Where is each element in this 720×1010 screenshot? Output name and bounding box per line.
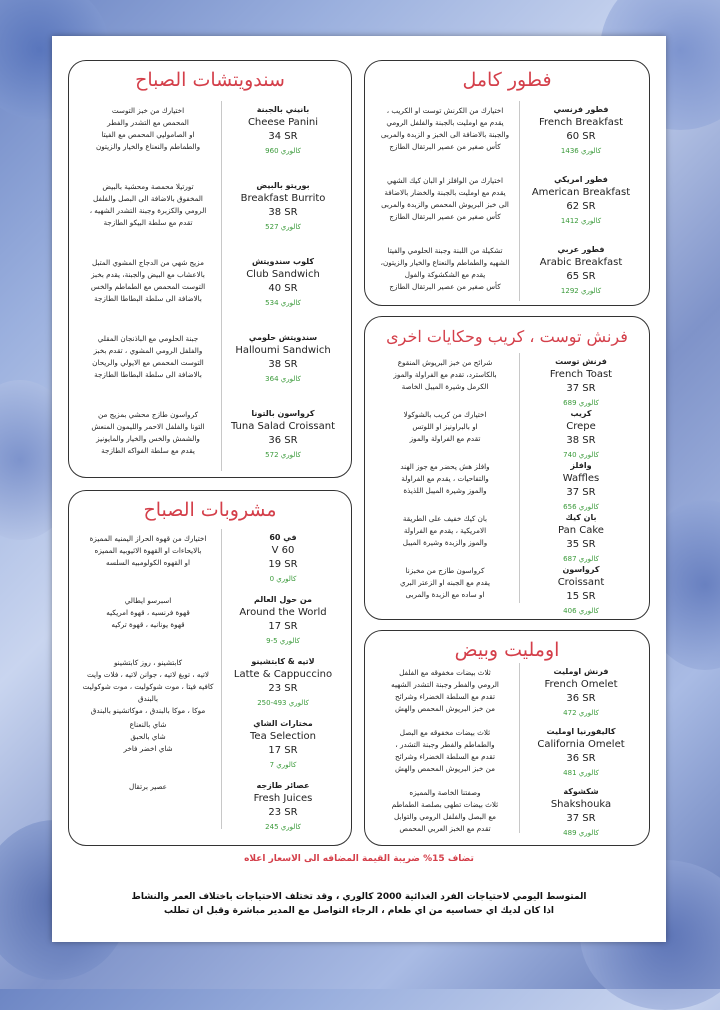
calorie-note: المتوسط اليومي لاحتياجات الفرد الغذائية 2000 كالوري ، وقد تختلف الاحتياجات باختلاف العمر والنشاط xyxy=(131,892,587,902)
description-line: اختيارك من قهوة الحراز اليمنيه المميزة xyxy=(89,534,207,543)
description-line: ثلاث بيضات تطهى بصلصة الطماطم xyxy=(391,800,499,809)
item-calories: كالوري 527 xyxy=(265,223,301,231)
description-line: وافلز هش يحضر مع جوز الهند xyxy=(400,462,490,471)
column-divider xyxy=(221,529,222,829)
menu-item xyxy=(69,719,351,789)
description-line: والطماطم والفطر وجبنة التشدر ، xyxy=(395,740,495,749)
description-line: كأس صغير من عصير البرتقال الطازج xyxy=(389,282,501,291)
item-description xyxy=(79,409,217,457)
item-english-name: Tea Selection xyxy=(250,731,316,742)
description-line: او القهوه الكولومبيه السلسه xyxy=(106,558,190,567)
section-omelette-eggs xyxy=(364,630,650,846)
item-description xyxy=(375,513,515,549)
menu-item xyxy=(69,105,351,175)
section-french-toast xyxy=(364,316,650,620)
description-line: كأس صغير من عصير البرتقال الطازج xyxy=(389,142,501,151)
column-divider xyxy=(221,101,222,471)
description-line: بالاعشاب مع البيض والجبنة، يقدم بخبز xyxy=(91,270,205,279)
item-english-name: French Omelet xyxy=(544,679,618,690)
item-price: 36 SR xyxy=(566,693,596,704)
item-arabic-name: كاليفورنيا اومليت xyxy=(546,727,616,736)
item-description xyxy=(375,409,515,445)
description-line: لاتيه ، توبغ لاتيه ، جوانن لاتيه ، فلات وايت xyxy=(86,670,210,679)
item-arabic-name: وافلز xyxy=(570,461,592,470)
menu-item xyxy=(365,245,649,315)
item-arabic-name: فرنش توست xyxy=(555,357,607,366)
item-price: 36 SR xyxy=(268,435,298,446)
item-english-name: French Toast xyxy=(549,369,613,380)
description-line: المحمص مع التشدر والفطر xyxy=(107,118,189,127)
item-english-name: American Breakfast xyxy=(531,187,631,198)
description-line: التوست المحمص مع الايولي والريحان xyxy=(92,358,204,367)
description-line: وصفتنا الخاصة والمميزه xyxy=(409,788,481,797)
menu-item xyxy=(365,787,649,857)
item-description xyxy=(375,461,515,497)
item-calories: كالوري 364 xyxy=(265,375,301,383)
description-line: الامريكية ، يقدم مع الفراولة xyxy=(403,526,487,535)
item-price: 17 SR xyxy=(268,621,298,632)
item-arabic-name: كرواسون بالتونا xyxy=(251,409,315,418)
item-calories: كالوري 687 xyxy=(563,555,599,563)
item-english-name: Pan Cake xyxy=(558,525,604,536)
item-calories: كالوري 481 xyxy=(563,769,599,777)
item-price: 37 SR xyxy=(566,487,596,498)
description-line: اختيارك من كريب بالشوكولا xyxy=(403,410,487,419)
item-english-name: Croissant xyxy=(557,577,605,588)
description-line: الى خبز البريوش المحمص والزبدة والمربى xyxy=(381,200,509,209)
item-description xyxy=(375,667,515,715)
column-divider xyxy=(519,353,520,603)
item-arabic-name: من حول العالم xyxy=(254,595,312,604)
item-arabic-name: مختارات الشاي xyxy=(253,719,313,728)
item-english-name: Fresh Juices xyxy=(253,793,313,804)
description-line: الكرمل وشيرة الميبل الخاصة xyxy=(401,382,489,391)
menu-item xyxy=(69,409,351,479)
item-english-name: Around the World xyxy=(239,607,327,618)
item-english-name: Arabic Breakfast xyxy=(539,257,623,268)
item-calories: كالوري 1292 xyxy=(560,287,602,295)
description-line: يقدم مع الشكشوكة والفول xyxy=(404,270,486,279)
description-line: بان كيك خفيف على الطريقة xyxy=(402,514,488,523)
item-english-name: Waffles xyxy=(562,473,600,484)
item-english-name: Cheese Panini xyxy=(247,117,319,128)
item-calories: كالوري 406 xyxy=(563,607,599,615)
description-line: يقدم مع اومليت بالجبنة والفلفل الرومي xyxy=(386,118,504,127)
description-line: الرومي والكزبرة وجبنة التشدر الشهيه ، xyxy=(89,206,207,215)
item-english-name: French Breakfast xyxy=(538,117,624,128)
item-calories: كالوري 493-250 xyxy=(257,699,309,707)
menu-item xyxy=(69,257,351,327)
item-calories: كالوري 960 xyxy=(265,147,301,155)
description-line: الشهيه والطماطم والنعناع والخيار والزيتون، xyxy=(380,258,510,267)
item-calories: كالوري 5-9 xyxy=(266,637,300,645)
item-description xyxy=(79,181,217,229)
description-line: عصير برتقال xyxy=(129,782,167,791)
description-line: يقدم مع سلطة الفواكه الطازجة xyxy=(101,446,195,455)
item-arabic-name: فطور فرنسي xyxy=(553,105,609,114)
item-calories: كالوري 245 xyxy=(265,823,301,831)
item-arabic-name: كلوب سندويتش xyxy=(251,257,315,266)
item-price: 36 SR xyxy=(566,753,596,764)
column-divider xyxy=(519,663,520,833)
item-description xyxy=(375,727,515,775)
item-description xyxy=(375,787,515,835)
item-price: 17 SR xyxy=(268,745,298,756)
description-line: اختيارك من خبز التوست xyxy=(111,106,185,115)
menu-item xyxy=(365,565,649,635)
description-line: والشمش والخس والخيار والمايونيز xyxy=(96,434,200,443)
item-description xyxy=(79,595,217,631)
item-price: 37 SR xyxy=(566,383,596,394)
item-description xyxy=(375,105,515,153)
description-line: بالكاسترد، تقدم مع الفراولة والموز xyxy=(393,370,497,379)
description-line: يقدم مع اومليت بالجبنة والخضار بالاضافة xyxy=(384,188,506,197)
menu-sheet xyxy=(52,36,666,942)
item-english-name: Breakfast Burrito xyxy=(240,193,326,204)
description-line: جبنة الحلومي مع الباذنجان المقلي xyxy=(97,334,199,343)
description-line: من خبز البريوش المحمص والهش xyxy=(395,764,495,773)
allergy-note: اذا كان لديك اي حساسيه من اي طعام ، الرجاء التواصل مع المدير مباشرة وقبل ان تطلب xyxy=(163,906,555,916)
description-line: ثلاث بيضات مخفوقه مع الفلفل xyxy=(399,668,491,677)
description-line: اختيارك من الكرنش توست او الكريب ، xyxy=(386,106,504,115)
item-price: 23 SR xyxy=(268,683,298,694)
description-line: والتفاحيات ، يقدم مع الفراولة xyxy=(401,474,489,483)
item-price: 34 SR xyxy=(268,131,298,142)
item-english-name: Crepe xyxy=(566,421,596,432)
description-line: والفلفل الرومي المشوي ، تقدم بخبز xyxy=(93,346,203,355)
description-line: بالايحاءات او القهوة الاثيوبيه المميزه xyxy=(94,546,202,555)
description-line: الرومي والفطر وجبنة التشدر الشهيه xyxy=(391,680,499,689)
item-description xyxy=(79,105,217,153)
item-description xyxy=(79,533,217,569)
item-english-name: Shakshouka xyxy=(550,799,612,810)
item-arabic-name: شكشوكة xyxy=(563,787,599,796)
item-english-name: California Omelet xyxy=(537,739,625,750)
item-arabic-name: في 60 xyxy=(269,533,297,542)
description-line: تقدم مع سلطة البيكو الطازجة xyxy=(103,218,193,227)
description-line: مزيج شهي من الدجاج المشوي المتبل xyxy=(92,258,204,267)
description-line: المخفوق بالاضافة الى البصل والفلفل xyxy=(93,194,203,203)
menu-item xyxy=(69,333,351,403)
menu-item xyxy=(69,181,351,251)
section-title: اومليت وبيض xyxy=(454,639,560,661)
item-description xyxy=(79,781,217,793)
description-line: او بالبراونيز او اللوتس xyxy=(412,422,478,431)
description-line: كأس صغير من عصير البرتقال الطازج xyxy=(389,212,501,221)
item-description xyxy=(375,565,515,601)
item-calories: كالوري 7 xyxy=(269,761,297,769)
menu-item xyxy=(69,533,351,603)
column-divider xyxy=(519,101,520,301)
item-english-name: Club Sandwich xyxy=(246,269,320,280)
item-price: 35 SR xyxy=(566,539,596,550)
item-description xyxy=(79,333,217,381)
description-line: قهوة يونانيه ، قهوة تركيه xyxy=(111,620,185,629)
item-calories: كالوري 572 xyxy=(265,451,301,459)
item-calories: كالوري 0 xyxy=(269,575,297,583)
description-line: بالاضافة الى سلطة البطاطا الطازجة xyxy=(94,370,202,379)
description-line: والموز والزبدة وشيرة الميبل xyxy=(402,538,488,547)
item-calories: كالوري 740 xyxy=(563,451,599,459)
menu-item xyxy=(365,105,649,175)
description-line: مع البصل والفلفل الرومي والتوابل xyxy=(393,812,497,821)
item-arabic-name: عصائر طازجه xyxy=(256,781,310,790)
item-english-name: Latte & Cappuccino xyxy=(233,669,333,680)
item-price: 60 SR xyxy=(566,131,596,142)
item-english-name: Halloumi Sandwich xyxy=(235,345,331,356)
menu-item xyxy=(365,175,649,245)
item-price: 15 SR xyxy=(566,591,596,602)
item-description xyxy=(375,175,515,223)
item-description xyxy=(375,357,515,393)
item-price: 38 SR xyxy=(268,207,298,218)
description-line: كرواسون طازج من مخبزنا xyxy=(405,566,485,575)
item-arabic-name: كرواسون xyxy=(562,565,600,574)
item-arabic-name: بان كيك xyxy=(565,513,597,522)
description-line: يقدم مع الجبنه او الزعتر البري xyxy=(400,578,490,587)
section-title: مشروبات الصباح xyxy=(143,499,277,521)
description-line: تقدم مع الفراولة والموز xyxy=(409,434,481,443)
section-full-breakfast xyxy=(364,60,650,306)
item-price: 19 SR xyxy=(268,559,298,570)
item-calories: كالوري 472 xyxy=(563,709,599,717)
item-arabic-name: فرنش اومليت xyxy=(553,667,609,676)
item-arabic-name: كريب xyxy=(570,409,592,418)
description-line: من خبز البريوش المحمص والهش xyxy=(395,704,495,713)
menu-item xyxy=(69,657,351,727)
item-english-name: V 60 xyxy=(271,545,295,556)
item-arabic-name: بوريتو بالبيض xyxy=(256,181,310,190)
description-line: شاي بالنعناع xyxy=(129,720,167,729)
description-line: التوست المحمص مع الطماطم والخس xyxy=(90,282,206,291)
item-arabic-name: لاتيه & كابتشينو xyxy=(251,657,315,666)
description-line: شاي بالحبق xyxy=(130,732,166,741)
description-line: والموز وشيرة الميبل اللذيذة xyxy=(403,486,487,495)
description-line: والطماطم والنعناع والخيار والزيتون xyxy=(95,142,201,151)
description-line: كابتشينو ، روز كابتشينو xyxy=(113,658,183,667)
item-english-name: Tuna Salad Croissant xyxy=(230,421,336,432)
item-price: 38 SR xyxy=(566,435,596,446)
section-title: فرنش توست ، كريب وحكايات اخرى xyxy=(386,327,628,346)
item-description xyxy=(79,657,217,717)
description-line: شاي اخضر فاخر xyxy=(123,744,173,753)
section-breakfast-drinks xyxy=(68,490,352,846)
description-line: ثلاث بيضات مخفوقه مع البصل xyxy=(399,728,491,737)
item-calories: كالوري 1412 xyxy=(560,217,602,225)
description-line: موكا ، موكا بالبندق ، موكاتشينو بالبندق xyxy=(90,706,206,715)
item-price: 62 SR xyxy=(566,201,596,212)
item-arabic-name: فطور عربي xyxy=(557,245,605,254)
item-calories: كالوري 656 xyxy=(563,503,599,511)
description-line: تقدم مع السلطة الخضراء وشرائح xyxy=(395,692,495,701)
description-line: بالاضافة الى سلطة البطاطا الطازجة xyxy=(94,294,202,303)
description-line: تورتيلا محمصة ومحشية بالبيض xyxy=(102,182,194,191)
description-line: قهوة فرنسيه ، قهوة امريكيه xyxy=(106,608,190,617)
description-line: اسبرسو ايطالي xyxy=(124,596,172,605)
description-line: كرواسون طازج محشي بمزيج من xyxy=(97,410,198,419)
item-price: 37 SR xyxy=(566,813,596,824)
description-line: او ساده مع الزبدة والمربى xyxy=(405,590,485,599)
item-price: 38 SR xyxy=(268,359,298,370)
section-title: فطور كامل xyxy=(462,69,552,91)
item-price: 40 SR xyxy=(268,283,298,294)
section-breakfast-sandwiches xyxy=(68,60,352,478)
item-description xyxy=(375,245,515,293)
item-price: 23 SR xyxy=(268,807,298,818)
vat-note: تضاف 15% ضريبة القيمة المضافه الى الاسعار اعلاه xyxy=(244,854,474,864)
item-description xyxy=(79,257,217,305)
item-calories: كالوري 489 xyxy=(563,829,599,837)
menu-item xyxy=(69,781,351,851)
item-calories: كالوري 534 xyxy=(265,299,301,307)
item-calories: كالوري 1436 xyxy=(560,147,602,155)
menu-item xyxy=(69,595,351,665)
description-line: والجبنة بالاضافة الى الخبز و الزبدة والمربى xyxy=(380,130,510,139)
item-calories: كالوري 689 xyxy=(563,399,599,407)
description-line: التونا والفلفل الاحمر والليمون المنعش xyxy=(91,422,205,431)
description-line: شرائح من خبز البريوش المنقوع xyxy=(397,358,493,367)
item-arabic-name: فطور امريكي xyxy=(554,175,608,184)
description-line: تشكيلة من اللبنة وجبنة الحلومي والفيتا xyxy=(387,246,503,255)
description-line: تقدم مع الخبز العربي المحمص xyxy=(399,824,491,833)
item-arabic-name: سندويتش حلومي xyxy=(248,333,318,342)
section-title: سندويتشات الصباح xyxy=(135,69,285,91)
description-line: تقدم مع السلطة الخضراء وشرائح xyxy=(395,752,495,761)
description-line: او الصاموليي المحمص مع الفيتا xyxy=(101,130,195,139)
description-line: كافيه فيتا ، موت شوكوليت ، موت شوكوليت بالبندق xyxy=(82,682,214,703)
description-line: اختيارك من الوافلز او البان كيك الشهي xyxy=(387,176,503,185)
item-arabic-name: بانيني بالجبنة xyxy=(256,105,310,114)
item-price: 65 SR xyxy=(566,271,596,282)
item-description xyxy=(79,719,217,755)
